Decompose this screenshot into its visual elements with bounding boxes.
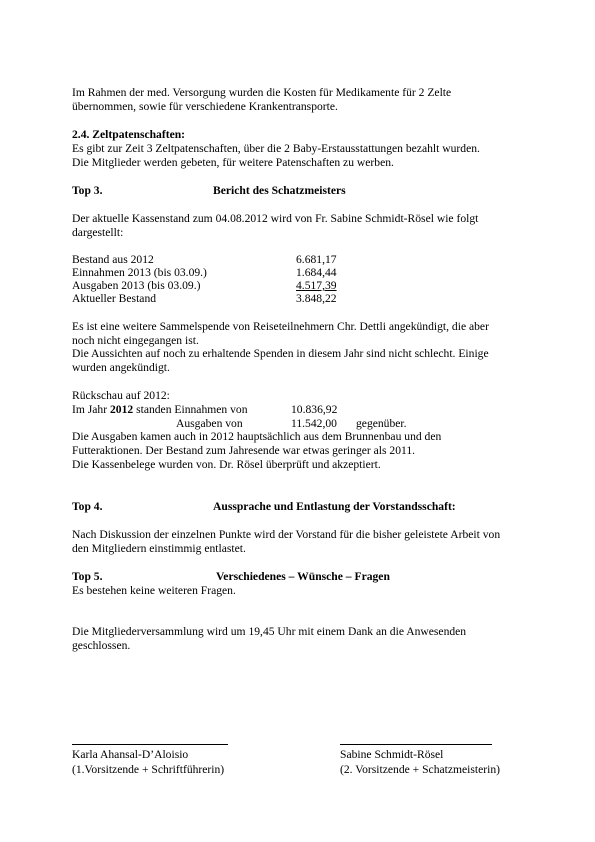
review-income-value: 10.836,92 [291, 403, 338, 416]
med-line-1: Im Rahmen der med. Versorgung wurden die Kosten für Medikamente für 2 Zelte [72, 86, 452, 99]
balance-row-label: Einnahmen 2013 (bis 03.09.) [72, 266, 207, 279]
signature-right-role: (2. Vorsitzende + Schatzmeisterin) [340, 763, 501, 776]
review-line-1-a: Im Jahr [72, 403, 110, 416]
signature-left-name: Karla Ahansal-D’Aloisio [72, 748, 189, 761]
balance-row-label: Ausgaben 2013 (bis 03.09.) [72, 279, 201, 292]
top3-intro-1: Der aktuelle Kassenstand zum 04.08.2012 wird von Fr. Sabine Schmidt-Rösel wie folgt [72, 212, 479, 225]
signature-right-name: Sabine Schmidt-Rösel [340, 748, 444, 761]
med-line-2: übernommen, sowie für verschiedene Krankentransporte. [72, 100, 338, 113]
top5-label: Top 5. [72, 570, 103, 583]
top3-p3-line-3: Die Kassenbelege wurden von. Dr. Rösel überprüft und akzeptiert. [72, 458, 381, 471]
balance-row-value: 1.684,44 [296, 266, 337, 279]
signature-line-left [72, 744, 228, 745]
top3-p1-line-2: noch nicht eingegangen ist. [72, 334, 199, 347]
top5-title: Verschiedenes – Wünsche – Fragen [216, 570, 390, 583]
review-expenses-label: Ausgaben von [176, 417, 243, 430]
top3-p2-line-1: Die Aussichten auf noch zu erhaltende Spenden in diesem Jahr sind nicht schlecht. Einige [72, 347, 489, 360]
zelt-heading: 2.4. Zeltpatenschaften: [72, 128, 186, 141]
top4-title: Aussprache und Entlastung der Vorstandsschaft: [213, 500, 456, 513]
top3-p1-line-1: Es ist eine weitere Sammelspende von Reiseteilnehmern Chr. Dettli angekündigt, die aber [72, 320, 489, 333]
balance-row-value: 4.517,39 [296, 279, 337, 292]
top3-label: Top 3. [72, 184, 103, 197]
balance-row-label: Aktueller Bestand [72, 292, 157, 305]
top3-p3-line-1: Die Ausgaben kamen auch in 2012 hauptsächlich aus dem Brunnenbau und den [72, 430, 442, 443]
review-expenses-value: 11.542,00 [291, 417, 337, 430]
top4-label: Top 4. [72, 500, 103, 513]
top3-intro-2: dargestellt: [72, 226, 124, 239]
balance-row-value: 6.681,17 [296, 253, 337, 266]
zelt-line-2: Die Mitglieder werden gebeten, für weitere Patenschaften zu werben. [72, 156, 394, 169]
signature-line-right [340, 744, 492, 745]
balance-row-label: Bestand aus 2012 [72, 253, 154, 266]
review-line-1 [72, 403, 248, 418]
review-expenses-suffix: gegenüber. [356, 417, 407, 430]
zelt-line-1: Es gibt zur Zeit 3 Zeltpatenschaften, über die 2 Baby-Erstausstattungen bezahlt wurden. [72, 142, 480, 155]
closing-line-1: Die Mitgliederversammlung wird um 19,45 Uhr mit einem Dank an die Anwesenden [72, 625, 467, 638]
review-heading: Rückschau auf 2012: [72, 389, 170, 402]
review-year: 2012 [110, 403, 134, 416]
top3-title: Bericht des Schatzmeisters [213, 184, 346, 197]
top5-line-1: Es bestehen keine weiteren Fragen. [72, 584, 236, 597]
top4-line-2: den Mitgliedern einstimmig entlastet. [72, 542, 246, 555]
top4-line-1: Nach Diskussion der einzelnen Punkte wird der Vorstand für die bisher geleistete Arbeit von [72, 528, 501, 541]
signature-left-role: (1.Vorsitzende + Schriftführerin) [72, 763, 225, 776]
closing-line-2: geschlossen. [72, 639, 131, 652]
balance-row-value: 3.848,22 [296, 292, 337, 305]
review-line-1-b: standen Einnahmen von [133, 403, 248, 416]
top3-p2-line-2: wurden angekündigt. [72, 361, 170, 374]
top3-p3-line-2: Futteraktionen. Der Bestand zum Jahresende war etwas geringer als 2011. [72, 444, 416, 457]
